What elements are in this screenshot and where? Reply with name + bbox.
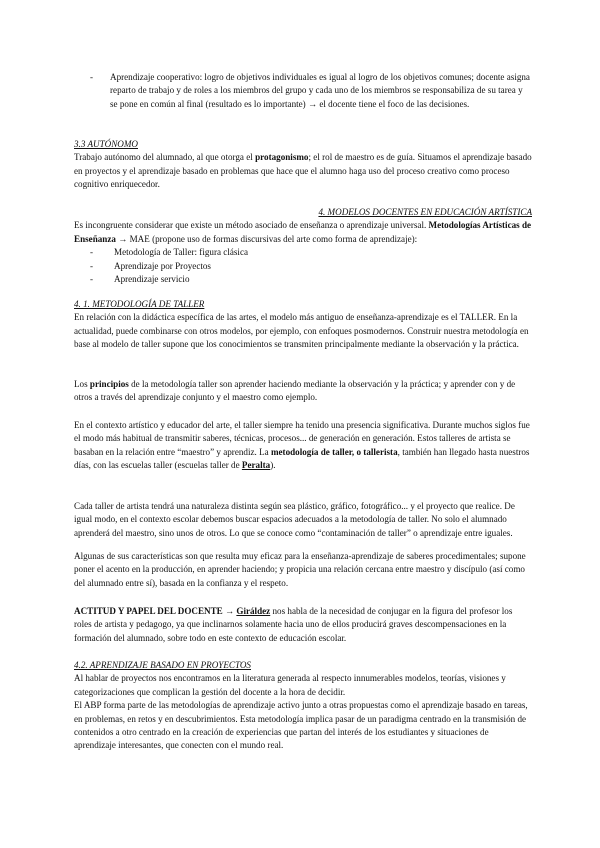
taller-p4: Cada taller de artista tendrá una naturaleza distinta según sea plástico, gráfico, fotográfico... y el proyecto que realice. De igual modo, en el contexto escolar debemos buscar espacios adecuados a la metodología de taller. No solo el alumnado aprenderá del maestro, sino unos de otros. Lo que se conoce como “contaminación de taller” o aprendizaje entre iguales.	[74, 501, 515, 538]
proyectos-p1: Al hablar de proyectos nos encontramos en la literatura generada al respecto innumerables modelos, teorías, visiones y categorizaciones que complican la gestión del docente a la hora de decidir.	[74, 673, 506, 697]
section-modelos	[74, 206, 532, 286]
taller-p1: En relación con la didáctica específica de las artes, el modelo más antiguo de enseñanza-aprendizaje es el TALLER. En la actualidad, puede combinarse con otros modelos, por ejemplo, con enfoques posmodernos. Construir nuestra metodología en base al modelo de taller supone que los conocimientos se transmiten principalmente mediante la observación y la práctica.	[74, 312, 529, 350]
list-item: - Aprendizaje por Proyectos	[90, 260, 211, 271]
autonomo-paragraph: Trabajo autónomo del alumnado, al que otorga el protagonismo; el rol de maestro es de guía. Situamos el aprendizaje basado en proyectos y el aprendizaje basado en problemas que hace que el alumno haga uso del proceso creativo como proceso cognitivo enriquecedor.	[74, 152, 532, 190]
bullet-dash: -	[90, 72, 94, 82]
taller-p2: Los principios de la metodología taller son aprender haciendo mediante la observación y la práctica; y aprender con y de otros a través del aprendizaje conjunto y el maestro como ejemplo.	[74, 379, 516, 403]
taller-p5: Algunas de sus características son que resulta muy eficaz para la enseñanza-aprendizaje de saberes procedimentales; supone poner el acento en la producción, en aprender haciendo; y propicia una relación cercana entre maestro y discípulo (así como del alumnado entre sí), basada en la confianza y el respeto.	[74, 551, 526, 588]
heading-taller: 4. 1. METODOLOGÍA DE TALLER	[74, 299, 205, 309]
heading-proyectos: 4.2. APRENDIZAJE BASADO EN PROYECTOS	[74, 660, 251, 670]
heading-autonomo: 3.3 AUTÓNOMO	[74, 139, 138, 149]
proyectos-p2: El ABP forma parte de las metodologías de aprendizaje activo junto a otras propuestas como el aprendizaje basado en tareas, en problemas, en retos y en descubrimientos. Esta metodología implica pasar de un paradigma centrado en la transmisión de contenidos a otro centrado en la creación de experiencias que partan del interés de los estudiantes y situaciones de aprendizaje interesantes, que conecten con el mundo real.	[74, 700, 528, 751]
cooperative-bullet	[74, 71, 532, 111]
list-item: - Metodología de Taller: figura clásica	[90, 247, 249, 258]
taller-p3: En el contexto artístico y educador del arte, el taller siempre ha tenido una presencia significativa. Durante muchos siglos fue el modo más habitual de transmitir saberes, técnicas, procesos... de generación en generación. Estos talleres de artista se basaban en la relación entre “maestro” y aprendiz. La metodología de taller, o tallerista, también han llegado hasta nuestros días, con las escuelas taller (escuelas taller de Peralta).	[74, 420, 530, 471]
modelos-paragraph: Es incongruente considerar que existe un método asociado de enseñanza o aprendizaje universal. Metodologías Artísticas de Enseñanza → MAE (propone uso de formas discursivas del arte como forma de aprendizaje):	[74, 220, 532, 244]
list-item: - Aprendizaje servicio	[90, 274, 190, 285]
section-proyectos	[74, 659, 532, 753]
section-autonomo	[74, 138, 532, 192]
heading-modelos: 4. MODELOS DOCENTES EN EDUCACIÓN ARTÍSTICA	[318, 207, 532, 217]
cooperative-text: Aprendizaje cooperativo: logro de objetivos individuales es igual al logro de los objetivos comunes; docente asigna reparto de trabajo y de roles a los miembros del grupo y cada uno de los miembros se responsabiliza de su tarea y se pone en común al final (resultado es lo importante) → el docente tiene el foco de las decisiones.	[110, 72, 530, 109]
section-taller	[74, 298, 532, 352]
taller-p6: ACTITUD Y PAPEL DEL DOCENTE → Giráldez nos habla de la necesidad de conjugar en la figura del profesor los roles de artista y pedagogo, ya que inclinarnos solamente hacia uno de ellos producirá graves descompensaciones en la formación del alumnado, sobre todo en este contexto de educación escolar.	[74, 606, 513, 643]
